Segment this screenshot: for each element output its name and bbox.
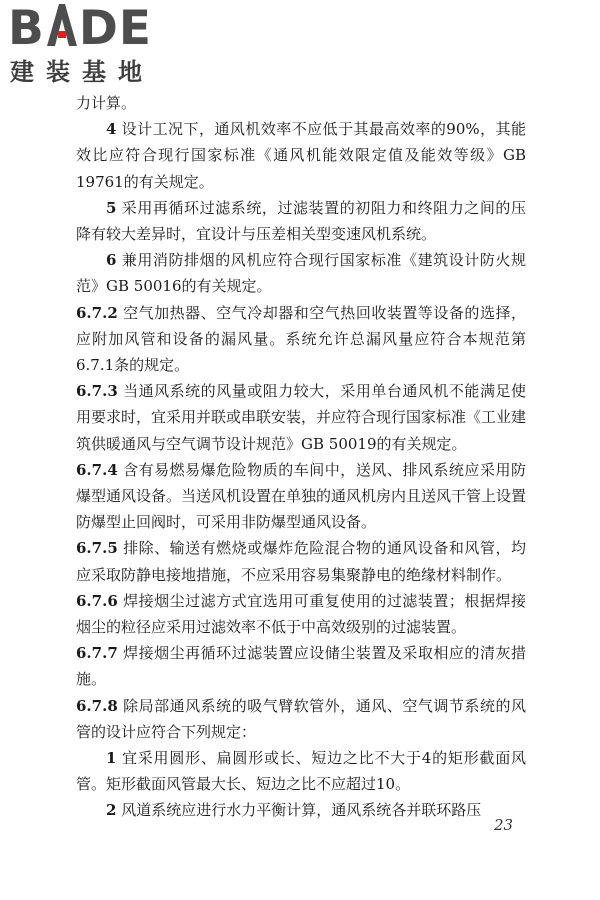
logo-letters-de: DE [78,1,152,56]
clause-6-7-8: 6.7.8 除局部通风系统的吸气臂软管外，通风、空气调节系统的风管的设计应符合下列规定： [76,696,526,741]
clause-item-5: 5 采用再循环过滤系统，过滤装置的初阻力和终阻力之间的压降有较大差异时，宜设计与压差相关型变速风机系统。 [76,198,526,244]
clause-item-1: 1 宜采用圆形、扁圆形或长、短边之比不大于4的矩形截面风管。矩形截面风管最大长、短边之比不应超过10。 [76,749,526,794]
document-body [76,90,526,824]
page-number: 23 [494,816,514,834]
paragraph-continuation: 力计算。 [76,94,137,112]
clause-6-7-5: 6.7.5 排除、输送有燃烧或爆炸危险混合物的通风设备和风管，均应采取防静电接地措施，不应采用容易集聚静电的绝缘材料制作。 [76,539,526,584]
clause-6-7-3: 6.7.3 当通风系统的风量或阻力较大，采用单台通风机不能满足使用要求时，宜采用并联或串联安装，并应符合现行国家标准《工业建筑供暖通风与空气调节设计规范》GB 50019的有关规定。 [76,382,527,453]
clause-6-7-6: 6.7.6 焊接烟尘过滤方式宜选用可重复使用的过滤装置；根据焊接烟尘的粒径应采用过滤效率不低于中高效级别的过滤装置。 [76,591,526,637]
clause-item-2: 2 风道系统应进行水力平衡计算，通风系统各并联环路压 [106,801,482,820]
logo-a-icon [45,4,79,46]
clause-6-7-7: 6.7.7 焊接烟尘再循环过滤装置应设储尘装置及采取相应的清灰措施。 [76,644,526,689]
clause-item-4: 4 设计工况下，通风机效率不应低于其最高效率的90%，其能效比应符合现行国家标准《通风机能效限定值及能效等级》GB 19761的有关规定。 [76,120,526,191]
bade-logo [8,1,178,86]
clause-item-6: 6 兼用消防排烟的风机应符合现行国家标准《建筑设计防火规范》GB 50016的有关规定。 [76,251,526,296]
clause-6-7-2: 6.7.2 空气加热器、空气冷却器和空气热回收装置等设备的选择，应附加风管和设备的漏风量。系统允许总漏风量应符合本规范第6.7.1条的规定。 [76,303,526,375]
logo-wordmark [8,1,176,56]
logo-letter-b: B [8,1,45,56]
clause-6-7-4: 6.7.4 含有易燃易爆危险物质的车间中，送风、排风系统应采用防爆型通风设备。当送风机设置在单独的通风机房内且送风干管上设置防爆型止回阀时，可采用非防爆型通风设备。 [76,460,527,532]
logo-tagline: 建装基地 [10,58,154,86]
